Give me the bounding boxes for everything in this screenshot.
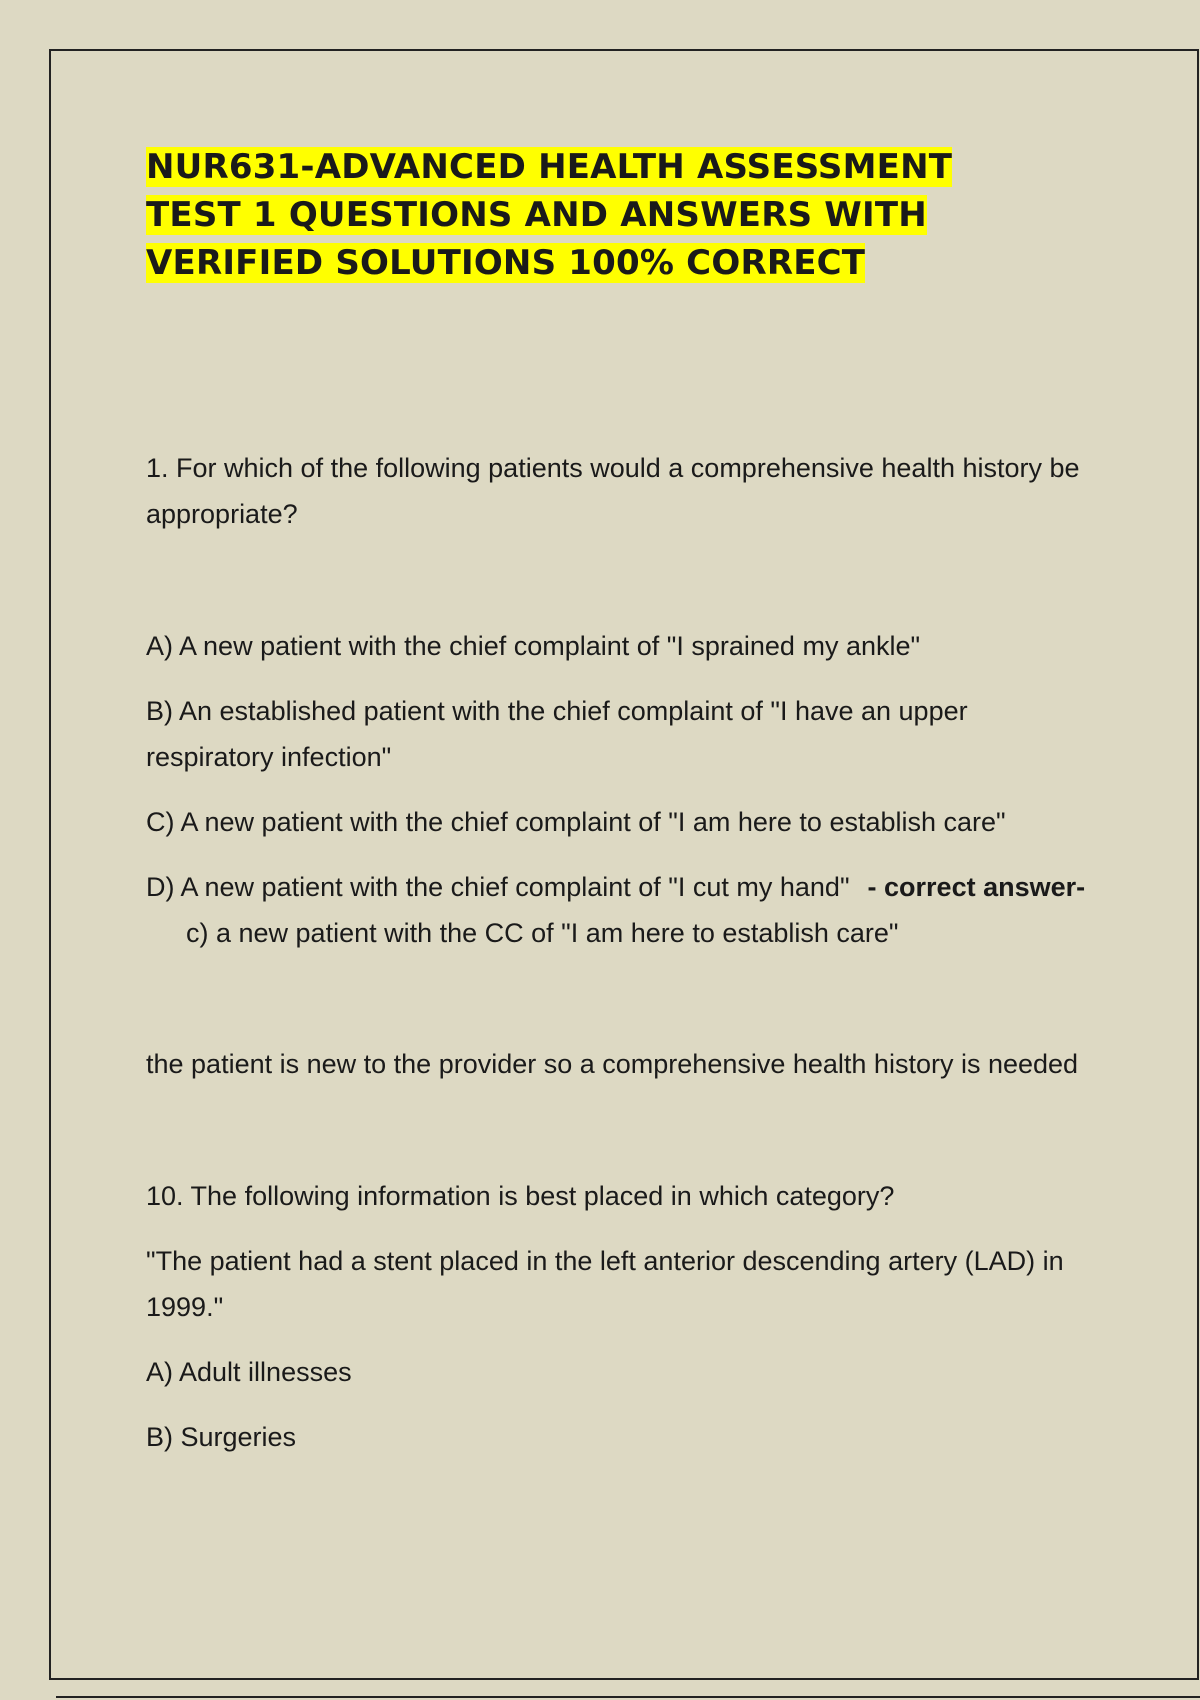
question-10-option-a: A) Adult illnesses	[146, 1357, 352, 1387]
question-10-option-b: B) Surgeries	[146, 1422, 297, 1452]
question-1-option-a: A) A new patient with the chief complaint of "I sprained my ankle"	[146, 631, 921, 661]
correct-answer-marker: - correct answer-	[867, 872, 1086, 902]
question-1-option-b: B) An established patient with the chief complaint of "I have an upper respiratory infection"	[146, 696, 968, 772]
question-10-quote: "The patient had a stent placed in the left anterior descending artery (LAD) in 1999."	[146, 1246, 1064, 1322]
title-line-1: NUR631-ADVANCED HEALTH ASSESSMENT	[146, 147, 953, 187]
document-body	[146, 143, 1096, 1460]
question-1-option-d-with-answer	[146, 864, 1096, 956]
question-10-text: 10. The following information is best placed in which category?	[146, 1181, 895, 1211]
question-1-explanation: the patient is new to the provider so a comprehensive health history is needed	[146, 1049, 1079, 1079]
question-1-text: 1. For which of the following patients would a comprehensive health history be appropriate?	[146, 453, 1080, 529]
question-1-answer: c) a new patient with the CC of "I am here to establish care"	[186, 918, 899, 948]
title-line-2: TEST 1 QUESTIONS AND ANSWERS WITH	[146, 195, 927, 235]
title-line-3: VERIFIED SOLUTIONS 100% CORRECT	[146, 243, 866, 283]
question-1-option-d: D) A new patient with the chief complaint of "I cut my hand"	[146, 872, 850, 902]
question-1-option-c: C) A new patient with the chief complaint of "I am here to establish care"	[146, 807, 1006, 837]
document-title	[146, 143, 1096, 287]
bottom-rule	[56, 1696, 1200, 1698]
